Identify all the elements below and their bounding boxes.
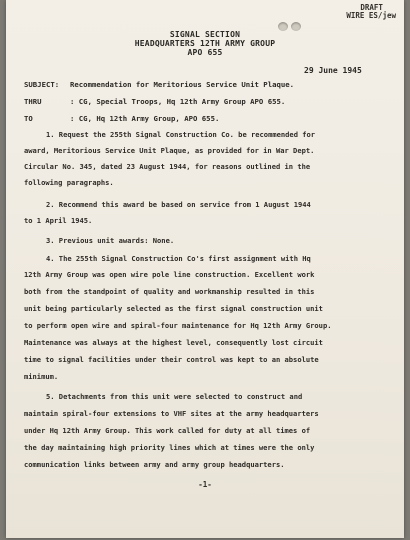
body-line: maintain spiral-four extensions to VHF sites at the army headquarters [24, 409, 319, 418]
body-line: time to signal facilities under their control was kept to an absolute [24, 355, 319, 364]
body-line: award, Meritorious Service Unit Plaque, as provided for in War Dept. [24, 146, 315, 155]
document-date: 29 June 1945 [304, 66, 362, 75]
draft-notation [346, 4, 396, 20]
body-line: both from the standpoint of quality and workmanship resulted in this [24, 287, 315, 296]
to-label: TO [24, 114, 33, 123]
body-line: 4. The 255th Signal Construction Co's first assignment with Hq [46, 254, 311, 263]
body-line: communication links between army and army group headquarters. [24, 460, 285, 469]
body-line: under Hq 12th Army Group. This work called for duty at all times of [24, 426, 311, 435]
draft-label: DRAFT [360, 3, 383, 12]
subject-line [24, 80, 294, 89]
body-line: 5. Detachments from this unit were selected to construct and [46, 392, 303, 401]
body-line: following paragraphs. [24, 178, 114, 187]
body-line: Circular No. 345, dated 23 August 1944, for reasons outlined in the [24, 162, 311, 171]
subject-value: Recommendation for Meritorious Service Unit Plaque. [70, 80, 295, 89]
body-line: minimum. [24, 372, 59, 381]
letterhead [6, 30, 404, 57]
letterhead-hq: HEADQUARTERS 12TH ARMY GROUP [134, 39, 276, 48]
body-line: the day maintaining high priority lines which at times were the only [24, 443, 315, 452]
body-line: 3. Previous unit awards: None. [46, 236, 175, 245]
thru-label: THRU [24, 97, 42, 106]
body-line: 12th Army Group was open wire pole line construction. Excellent work [24, 270, 315, 279]
body-line: 2. Recommend this award be based on service from 1 August 1944 [46, 200, 311, 209]
subject-label: SUBJECT: [24, 80, 60, 89]
wire-reference: WIRE ES/jew [346, 11, 396, 20]
letterhead-apo: APO 655 [187, 48, 223, 57]
thru-value: : CG, Special Troops, Hq 12th Army Group APO 655. [70, 97, 286, 106]
thru-line [24, 97, 285, 106]
body-line: to perform open wire and spiral-four maintenance for Hq 12th Army Group. [24, 321, 332, 330]
body-line: 1. Request the 255th Signal Construction Co. be recommended for [46, 130, 316, 139]
to-line [24, 114, 219, 123]
page-number: -1- [198, 480, 212, 489]
document-page [6, 0, 404, 538]
body-line: unit being particularly selected as the first signal construction unit [24, 304, 323, 313]
body-line: to 1 April 1945. [24, 216, 93, 225]
to-value: : CG, Hq 12th Army Group, APO 655. [70, 114, 220, 123]
letterhead-section: SIGNAL SECTION [169, 30, 241, 39]
body-line: Maintenance was always at the highest level, consequently lost circuit [24, 338, 323, 347]
